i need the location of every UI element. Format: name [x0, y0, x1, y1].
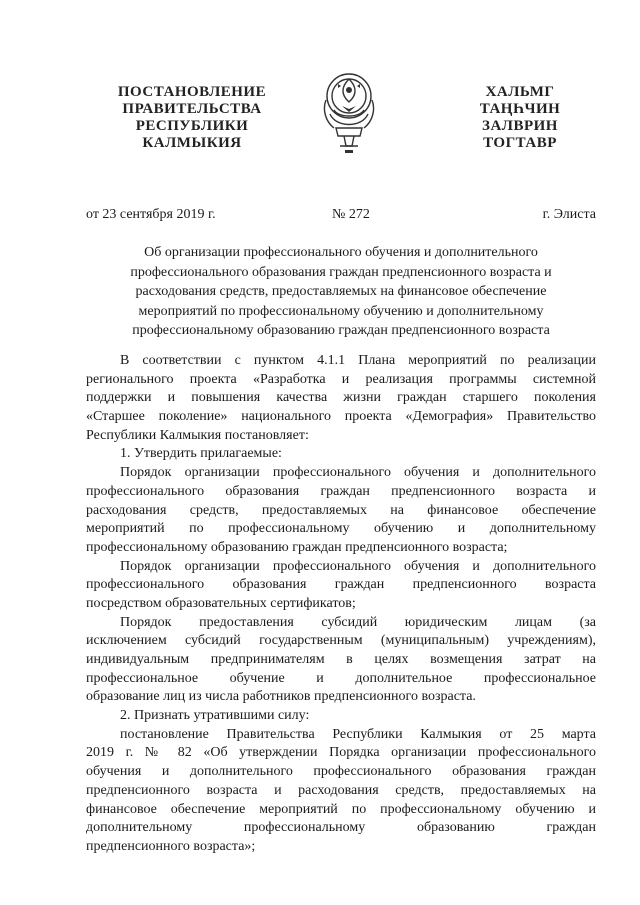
body-line: 2019 г. № 82 «Об утверждении Порядка организации профессионального: [86, 745, 596, 761]
body-line: поддержки и повышения качества жизни граждан старшего поколения: [86, 390, 596, 406]
header-left-line: ПРАВИТЕЛЬСТВА: [122, 101, 262, 117]
body-line: профессионального образования граждан предпенсионного возраста и: [86, 483, 596, 499]
body-line: Порядок организации профессионального обучения и дополнительного: [120, 465, 596, 481]
document-meta: [86, 207, 596, 225]
body-line: индивидуальным предпринимателям в целях возмещения затрат на: [86, 652, 596, 667]
body-line: предпенсионного возраста и расходования средств, предоставляемых на: [86, 782, 596, 798]
body-line: предпенсионного возраста»;: [86, 838, 256, 854]
body-line: В соответствии с пунктом 4.1.1 Плана мероприятий по реализации: [120, 353, 596, 368]
header-right-kalmyk: [462, 84, 578, 152]
body-line: исключением субсидий государственным (муниципальным) учреждениям),: [86, 633, 596, 649]
body-line: мероприятий по профессиональному обучению и дополнительному: [86, 521, 596, 537]
header-right-line: ТАҢҺЧИН: [479, 101, 561, 117]
document-number: № 272: [332, 207, 370, 222]
body-line: финансовое обеспечение мероприятий по профессиональному обучению и: [86, 801, 596, 817]
header-left-line: КАЛМЫКИЯ: [142, 135, 242, 151]
body-line: профессионального образования граждан предпенсионного возраста: [86, 577, 596, 593]
body-line: профессиональному образованию граждан предпенсионного возраста;: [86, 539, 508, 555]
body-line: Порядок предоставления субсидий юридическим лицам (за: [120, 614, 596, 630]
document-city: г. Элиста: [542, 207, 596, 222]
header-left-line: РЕСПУБЛИКИ: [135, 118, 249, 134]
title-line: профессионального образования граждан предпенсионного возраста и: [130, 264, 552, 280]
body-line: Республики Калмыкия постановляет:: [86, 427, 309, 443]
header-right-line: ЗАЛВРИН: [482, 118, 558, 134]
body-line: «Старшее поколение» национального проекта «Демография» Правительство: [86, 409, 596, 425]
body-line: 2. Признать утратившими силу:: [120, 708, 310, 724]
body-line: Порядок организации профессионального обучения и дополнительного: [120, 558, 596, 574]
document-body: [86, 352, 596, 857]
header-left-line: ПОСТАНОВЛЕНИЕ: [117, 84, 267, 100]
body-line: профессиональное обучение и дополнительное профессиональное: [86, 670, 596, 686]
body-line: регионального проекта «Разработка и реализация программы системной: [86, 371, 596, 387]
header-right-line: ХАЛЬМГ: [485, 84, 555, 100]
body-line: образование лиц из числа работников предпенсионного возраста.: [86, 689, 476, 705]
title-line: профессиональному образованию граждан предпенсионного возраста: [132, 323, 550, 338]
title-line: мероприятий по профессиональному обучению и дополнительному: [138, 303, 544, 319]
title-line: расходования средств, предоставляемых на финансовое обеспечение: [135, 284, 547, 299]
document-date: от 23 сентября 2019 г.: [86, 207, 216, 222]
document-title: [108, 243, 574, 341]
header-left-russian: [100, 84, 284, 152]
coat-of-arms-emblem: [316, 66, 382, 158]
title-line: Об организации профессионального обучения и дополнительного: [144, 245, 538, 260]
header-right-line: ТОГТАВР: [483, 135, 557, 151]
body-line: 1. Утвердить прилагаемые:: [120, 446, 282, 462]
body-line: постановление Правительства Республики Калмыкия от 25 марта: [120, 726, 596, 742]
body-line: обучения и дополнительного профессионального образования граждан: [86, 764, 596, 780]
body-line: расходования средств, предоставляемых на финансовое обеспечение: [86, 502, 596, 518]
body-line: дополнительному профессиональному образованию граждан: [86, 820, 596, 836]
body-line: посредством образовательных сертификатов;: [86, 595, 356, 611]
